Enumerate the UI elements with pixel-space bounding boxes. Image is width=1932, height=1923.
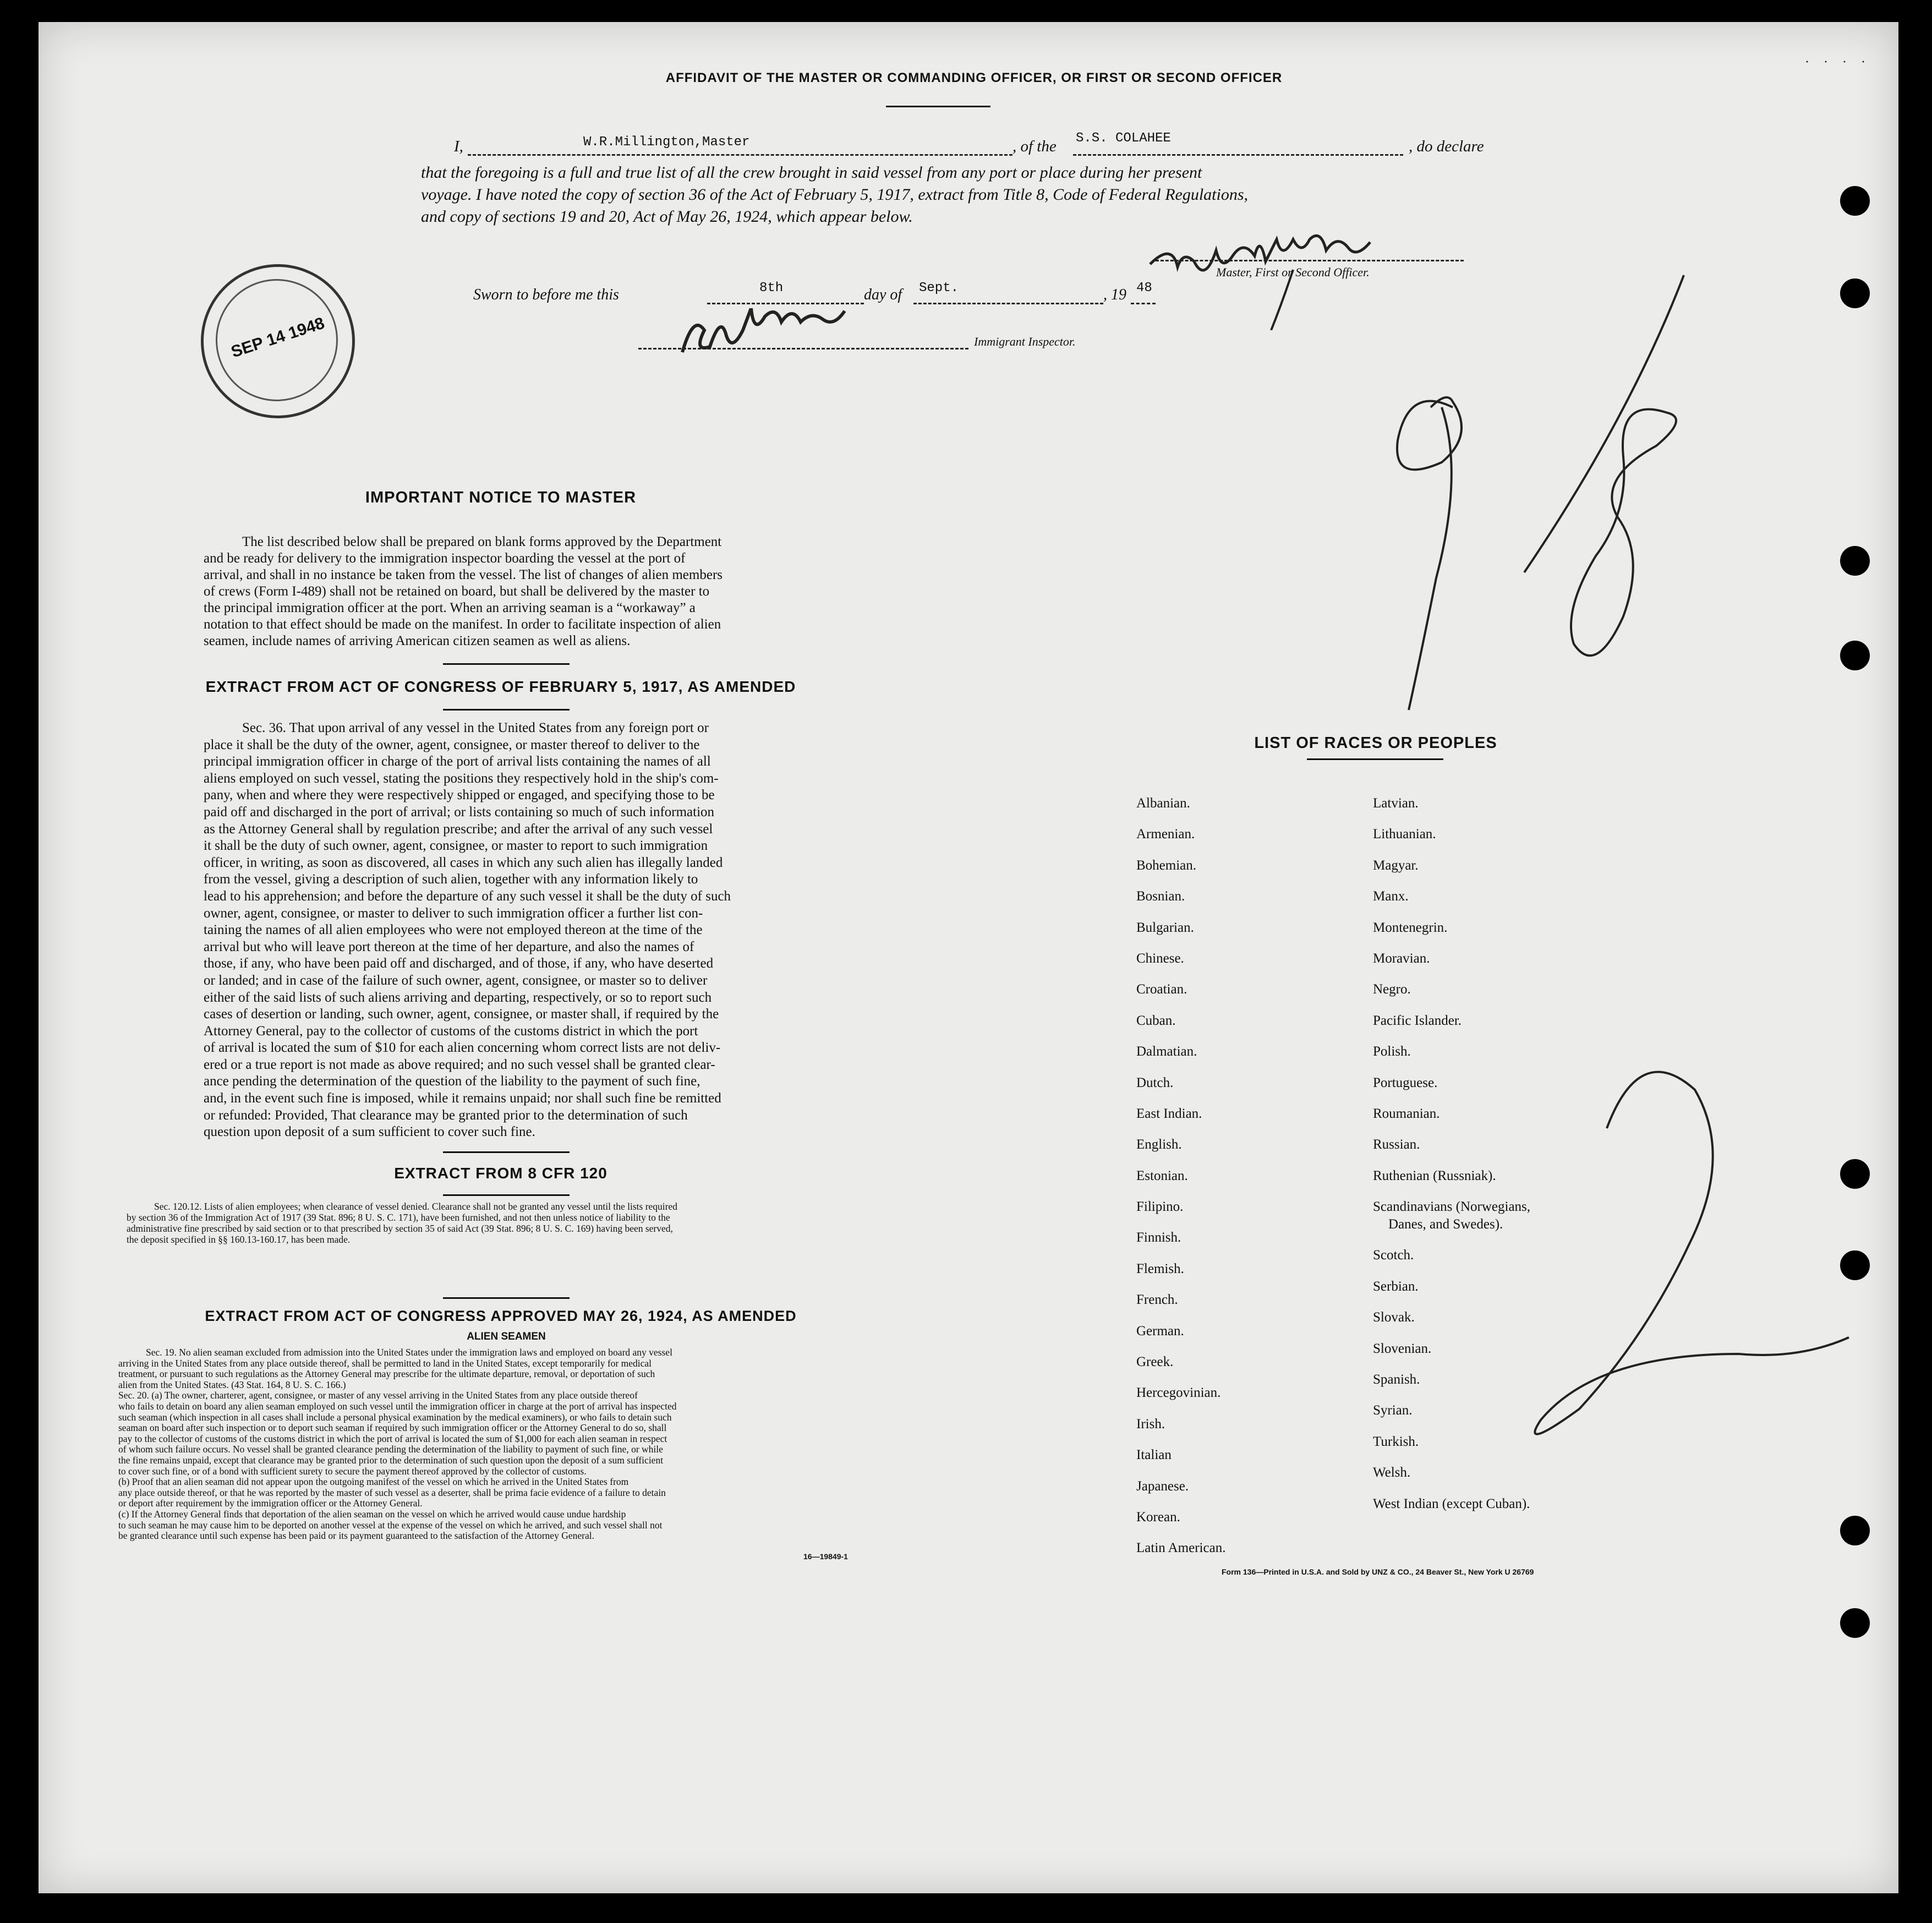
race-entry: Dalmatian.: [1136, 1044, 1197, 1059]
notice-line: seamen, include names of arriving American citizen seamen as well as aliens.: [204, 633, 631, 648]
act1924-line: pay to the collector of customs of the customs district in which the port of arrival is located the sum of $1,000 for each alien seaman in respect: [118, 1433, 667, 1444]
race-entry: Dutch.: [1136, 1075, 1174, 1090]
race-entry: Welsh.: [1373, 1465, 1411, 1481]
affidavit-line-3: and copy of sections 19 and 20, Act of May 26, 1924, which appear below.: [421, 207, 913, 226]
race-entry: Finnish.: [1136, 1230, 1181, 1245]
race-entry: Magyar.: [1373, 857, 1419, 873]
inspector-caption: Immigrant Inspector.: [974, 335, 1076, 348]
year-line: [1131, 303, 1156, 304]
handwritten-folio-9-18: [1315, 253, 1766, 715]
act1924-title: EXTRACT FROM ACT OF CONGRESS APPROVED MAY 26, 1924, AS AMENDED: [205, 1308, 797, 1324]
act1924-line: to cover such fine, or of a bond with sufficient surety to secure the payment thereof approved by the collector of customs.: [118, 1465, 587, 1477]
day-field: 8th: [759, 281, 784, 296]
act1924-line: alien from the United States. (43 Stat. 164, 8 U. S. C. 166.): [118, 1379, 346, 1390]
cfr-end-rule: [443, 1297, 570, 1299]
act1924-line: (c) If the Attorney General finds that deportation of the alien seaman on the vessel on which he arrived would cause undue hardship: [118, 1508, 626, 1520]
month-field: Sept.: [919, 281, 959, 296]
cfr-text: [127, 1201, 919, 1245]
act1917-line: taining the names of all alien employees who were not employed thereon at the time of the: [204, 922, 703, 938]
race-entry: Scandinavians (Norwegians,: [1373, 1199, 1531, 1215]
notice-rule: [443, 663, 570, 665]
receipt-stamp: [201, 264, 355, 418]
cfr-title: EXTRACT FROM 8 CFR 120: [394, 1165, 607, 1182]
affidavit-title: AFFIDAVIT OF THE MASTER OR COMMANDING OFFICER, OR FIRST OR SECOND OFFICER: [665, 70, 1283, 85]
race-entry: Chinese.: [1136, 950, 1184, 966]
title-rule: [886, 106, 990, 107]
race-entry: Latvian.: [1373, 796, 1419, 811]
affidavit-body: [421, 162, 1499, 228]
race-entry: Serbian.: [1373, 1279, 1419, 1294]
year-prefix: , 19: [1103, 286, 1126, 303]
act1917-line: either of the said lists of such aliens arriving and departing, respectively, or so to report such: [204, 990, 712, 1005]
year-field: 48: [1136, 281, 1152, 296]
act1917-title: EXTRACT FROM ACT OF CONGRESS OF FEBRUARY 5, 1917, AS AMENDED: [205, 678, 796, 695]
notice-line: The list described below shall be prepared on blank forms approved by the Department: [242, 534, 722, 549]
race-entry: Bulgarian.: [1136, 920, 1194, 935]
act1917-rule: [443, 709, 570, 711]
race-entry: Latin American.: [1136, 1540, 1226, 1556]
race-entry: Albanian.: [1136, 796, 1190, 811]
notice-title: IMPORTANT NOTICE TO MASTER: [365, 489, 637, 506]
inspector-signature-line: [638, 348, 968, 349]
race-entry: Italian: [1136, 1447, 1172, 1463]
races-left-column: [1136, 796, 1356, 1572]
vessel-name-field: S.S. COLAHEE: [1076, 131, 1171, 146]
race-entry: Flemish.: [1136, 1261, 1184, 1276]
race-entry: Greek.: [1136, 1354, 1174, 1370]
act1917-line: place it shall be the duty of the owner, agent, consignee, or master thereof to deliver to the: [204, 737, 700, 752]
corner-marks: · · · ·: [1805, 55, 1871, 69]
act1924-line: Sec. 19. No alien seaman excluded from admission into the United States under the immigration laws and employed on board any vessel: [146, 1347, 672, 1358]
act1917-line: cases of desertion or landing, such owner, agent, consignee, or master shall, if required by the: [204, 1007, 719, 1022]
act1917-line: owner, agent, consignee, or master to deliver to such immigration officer a further list con-: [204, 905, 703, 921]
sworn-label: Sworn to before me this: [473, 286, 619, 303]
notice-line: the principal immigration officer at the port. When an arriving seaman is a “workaway” a: [204, 600, 696, 615]
binder-hole: [1840, 641, 1870, 670]
act1917-line: lead to his apprehension; and before the departure of any such vessel it shall be the duty of such: [204, 888, 731, 904]
act1917-line: aliens employed on such vessel, stating the positions they respectively hold in the ship's com-: [204, 771, 719, 786]
act1924-line: such seaman (which inspection in all cases shall include a personal physical examination by the medical examiners), or who fails to detain such: [118, 1411, 672, 1423]
race-entry: German.: [1136, 1323, 1184, 1339]
race-entry: Moravian.: [1373, 950, 1430, 966]
document-page: [39, 22, 1898, 1893]
act1924-line: any place outside thereof, or that he was reported by the master of such vessel as a deserter, shall be prima facie evidence of a failure to detain: [118, 1487, 666, 1498]
do-declare-label: , do declare: [1409, 138, 1484, 155]
act1917-line: ance pending the determination of the question of the liability to the payment of such fine,: [204, 1074, 700, 1089]
act1917-line: Sec. 36. That upon arrival of any vessel in the United States from any foreign port or: [242, 720, 709, 735]
vessel-line: [1073, 154, 1403, 156]
officer-caption: Master, First or Second Officer.: [1216, 265, 1370, 279]
notice-line: notation to that effect should be made on the manifest. In order to facilitate inspection of alien: [204, 617, 721, 632]
binder-hole: [1840, 278, 1870, 308]
cfr-rule: [443, 1194, 570, 1196]
act1924-line: of whom such failure occurs. No vessel shall be granted clearance pending the determination of the liability to payment of such fine, or while: [118, 1444, 663, 1455]
day-line: [707, 303, 864, 304]
notice-text: [204, 534, 809, 649]
form-footer: Form 136—Printed in U.S.A. and Sold by UNZ & CO., 24 Beaver St., New York U 26769: [1222, 1567, 1534, 1576]
race-entry: East Indian.: [1136, 1106, 1202, 1121]
act1917-line: or landed; and in case of the failure of such owner, agent, consignee, or master so to deliver: [204, 973, 708, 988]
of-the-label: , of the: [1012, 138, 1057, 155]
notice-line: arrival, and shall in no instance be taken from the vessel. The list of changes of alien members: [204, 567, 723, 582]
act1924-line: treatment, or pursuant to such regulations as the Attorney General may prescribe for the ultimate departure, removal, or deportation of such: [118, 1368, 655, 1380]
month-line: [913, 303, 1103, 304]
race-entry: Scotch.: [1373, 1248, 1414, 1263]
act1917-line: principal immigration officer in charge of the port of arrival lists containing the names of all: [204, 754, 711, 769]
cfr-line: by section 36 of the Immigration Act of 1917 (39 Stat. 896; 8 U. S. C. 171), have been furnished, and not then unless notice of liability to the: [127, 1212, 670, 1223]
act1924-text: [118, 1347, 924, 1542]
i-label: I,: [454, 138, 463, 155]
act1924-line: seaman on board after such inspection or to deport such seaman if required by such immigration officer or the Attorney General to do so, shall: [118, 1422, 667, 1434]
race-entry: Hercegovinian.: [1136, 1385, 1221, 1401]
act1924-subtitle: ALIEN SEAMEN: [467, 1331, 546, 1342]
act1917-line: as the Attorney General shall by regulation prescribe; and after the arrival of any such vessel: [204, 821, 713, 837]
act1917-line: question upon deposit of a sum sufficient to cover such fine.: [204, 1124, 535, 1140]
race-entry: West Indian (except Cuban).: [1373, 1496, 1530, 1511]
act1917-line: ered or a true report is not made as above required; and no such vessel shall be granted clear-: [204, 1057, 715, 1072]
race-entry: Irish.: [1136, 1416, 1165, 1432]
binder-hole: [1840, 546, 1870, 576]
act1924-line: arriving in the United States from any place outside thereof, shall be permitted to land in the United States, except temporarily for medical: [118, 1357, 652, 1369]
races-rule: [1307, 758, 1443, 760]
race-entry: Ruthenian (Russniak).: [1373, 1168, 1496, 1183]
race-entry: Turkish.: [1373, 1434, 1419, 1449]
affidavit-line-2: voyage. I have noted the copy of section 36 of the Act of February 5, 1917, extract from Title 8, Code of Federal Regulations,: [421, 185, 1249, 204]
cfr-line: Sec. 120.12. Lists of alien employees; when clearance of vessel denied. Clearance shall not be granted any vessel until the lists required: [154, 1201, 678, 1212]
race-entry: Slovak.: [1373, 1310, 1415, 1325]
act1917-line: Attorney General, pay to the collector of customs of the customs district in which the port: [204, 1023, 698, 1039]
act1917-line: officer, in writing, as soon as discovered, all cases in which any such alien has illegally landed: [204, 855, 723, 870]
binder-hole: [1840, 1608, 1870, 1638]
act1924-line: the fine remains unpaid, except that clearance may be granted prior to the determination of such question upon the deposit of a sum sufficient: [118, 1454, 664, 1466]
cfr-line: the deposit specified in §§ 160.13-160.17, has been made.: [127, 1234, 351, 1245]
master-name-field: W.R.Millington,Master: [583, 135, 750, 150]
notice-line: and be ready for delivery to the immigration inspector boarding the vessel at the port of: [204, 551, 686, 566]
race-entry: Cuban.: [1136, 1013, 1176, 1028]
race-entry: Lithuanian.: [1373, 827, 1436, 842]
act1917-line: pany, when and where they were respectively shipped or engaged, and specifying those to be: [204, 788, 715, 803]
races-title: LIST OF RACES OR PEOPLES: [1254, 734, 1497, 752]
binder-hole: [1840, 1516, 1870, 1545]
act1924-line: or deport after requirement by the immigration officer or the Attorney General.: [118, 1498, 423, 1509]
inspector-signature: [671, 308, 913, 369]
cfr-line: administrative fine prescribed by said section or to that prescribed by section 35 of said Act (39 Stat. 896; 8 U. S. C. 169) having been served,: [127, 1223, 673, 1234]
act1917-text: [204, 720, 814, 1141]
act1917-line: it shall be the duty of such owner, agent, consignee, or master to report to such immigration: [204, 838, 708, 854]
race-entry: Pacific Islander.: [1373, 1013, 1462, 1028]
act1924-line: to such seaman he may cause him to be deported on another vessel at the expense of the vessel on which he arrived, and such vessel shall not: [118, 1519, 663, 1531]
affidavit-line-1: that the foregoing is a full and true list of all the crew brought in said vessel from any port or place during her present: [421, 163, 1202, 182]
race-entry: Manx.: [1373, 889, 1409, 904]
binder-hole: [1840, 1250, 1870, 1280]
race-entry: Bosnian.: [1136, 889, 1185, 904]
act1917-line: arrival but who will leave port thereon at the time of her departure, and also the names of: [204, 939, 694, 954]
race-entry: Portuguese.: [1373, 1075, 1438, 1090]
race-entry: Roumanian.: [1373, 1106, 1440, 1121]
race-entry: Spanish.: [1373, 1372, 1420, 1387]
race-entry: Korean.: [1136, 1509, 1180, 1525]
race-entry: Negro.: [1373, 982, 1411, 997]
act1924-line: be granted clearance until such expense has been paid or its payment guaranteed to the satisfaction of the Attorney General.: [118, 1530, 594, 1542]
master-name-line: [468, 154, 1012, 156]
binder-hole: [1840, 1159, 1870, 1189]
act1924-code: 16—19849-1: [803, 1552, 848, 1561]
binder-hole: [1840, 186, 1870, 216]
act1917-line: or refunded: Provided, That clearance may be granted prior to the determination of such: [204, 1107, 688, 1123]
act1917-line: from the vessel, giving a description of such alien, together with any information likely to: [204, 872, 698, 887]
race-entry: Slovenian.: [1373, 1341, 1432, 1356]
race-entry: Syrian.: [1373, 1403, 1413, 1418]
race-entry: Montenegrin.: [1373, 920, 1448, 935]
race-entry: Danes, and Swedes).: [1388, 1217, 1503, 1232]
act1924-line: (b) Proof that an alien seaman did not appear upon the outgoing manifest of the vessel on which he arrived in the United States from: [118, 1476, 629, 1488]
race-entry: Japanese.: [1136, 1478, 1189, 1494]
race-entry: Filipino.: [1136, 1199, 1184, 1215]
race-entry: Bohemian.: [1136, 857, 1197, 873]
race-entry: Russian.: [1373, 1137, 1420, 1152]
act1924-line: who fails to detain on board any alien seaman employed on such vessel until the immigration officer in charge at the port of arrival has inspected: [118, 1400, 677, 1412]
race-entry: English.: [1136, 1137, 1182, 1152]
race-entry: Armenian.: [1136, 827, 1195, 842]
race-entry: Polish.: [1373, 1044, 1411, 1059]
race-entry: Croatian.: [1136, 982, 1187, 997]
race-entry: Estonian.: [1136, 1168, 1188, 1183]
act1917-end-rule: [443, 1151, 570, 1153]
notice-line: of crews (Form I-489) shall not be retained on board, but shall be delivered by the master to: [204, 584, 710, 599]
act1924-line: Sec. 20. (a) The owner, charterer, agent, consignee, or master of any vessel arriving in the United States from any place outside thereof: [118, 1390, 638, 1401]
stamp-date: SEP 14 1948: [228, 314, 327, 362]
act1917-line: those, if any, who have been paid off and discharged, and of those, if any, who have deserted: [204, 956, 714, 971]
act1917-line: of arrival is located the sum of $10 for each alien concerning whom correct lists are not deliv-: [204, 1040, 721, 1056]
act1917-line: paid off and discharged in the port of arrival; or lists containing so much of such information: [204, 804, 715, 820]
race-entry: French.: [1136, 1292, 1178, 1308]
act1917-line: and, in the event such fine is imposed, while it remains unpaid; nor shall such fine be remitted: [204, 1091, 721, 1106]
day-of-label: day of: [864, 286, 902, 303]
races-right-column: [1373, 796, 1659, 1527]
